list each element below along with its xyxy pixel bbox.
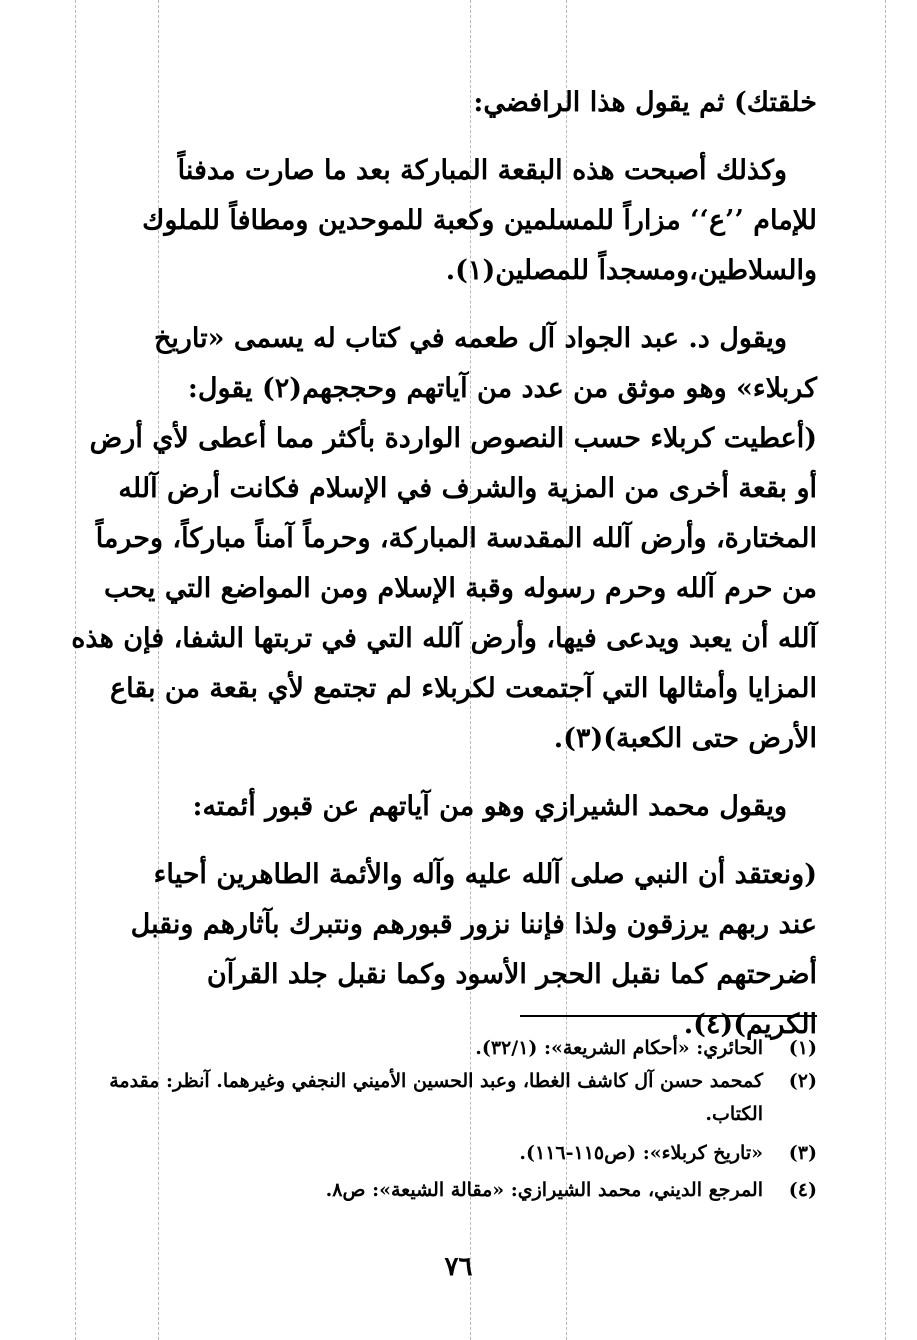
text-line: الأرض حتى الكعبة)(٣). <box>553 723 817 754</box>
paragraph-5 <box>76 850 817 1050</box>
footnote-number: (٤) <box>788 1179 817 1201</box>
text-line: عند ربهم يرزقون ولذا فإننا نزور قبورهم ونتبرك بآثارهم ونقبل <box>130 909 817 940</box>
text-line: (ونعتقد أن النبي صلى آلله عليه وآله والأئمة الطاهرين أحياء <box>153 859 817 890</box>
footnote-4 <box>60 1174 817 1207</box>
text-line: وكذلك أصبحت هذه البقعة المباركة بعد ما صارت مدفناً <box>177 155 787 186</box>
text-line: خلقتك) ثم يقول هذا الرافضي: <box>473 87 817 118</box>
footnote-text: الحائري: «أحكام الشريعة»: (٣٢/١). <box>475 1037 763 1059</box>
footnote-number: (٢) <box>788 1070 817 1092</box>
text-line: المزايا وأمثالها التي آجتمعت لكربلاء لم تجتمع لأي بقعة من بقاع <box>110 673 817 704</box>
footnote-text: المرجع الديني، محمد الشيرازي: «مقالة الشيعة»: ص٨. <box>325 1179 763 1201</box>
text-line: كربلاء» وهو موثق من عدد من آياتهم وحججهم(٢) يقول: <box>187 373 817 404</box>
footnote-1 <box>60 1032 817 1065</box>
paragraph-3 <box>71 314 817 764</box>
footnote-number: (١) <box>788 1037 817 1059</box>
guide-line-right <box>885 0 886 1340</box>
footnotes <box>60 1032 817 1207</box>
text-line: للإمام ’’ع‘‘ مزاراً للمسلمين وكعبة للموحدين ومطافاً للملوك <box>142 205 817 236</box>
text-line: ويقول د. عبد الجواد آل طعمه في كتاب له يسمى «تاريخ <box>153 323 787 354</box>
text-line: آلله أن يعبد ويدعى فيها، وأرض آلله التي في تربتها الشفا، فإن هذه <box>71 623 817 654</box>
text-line: ويقول محمد الشيرازي وهو من آياتهم عن قبور أئمته: <box>192 791 787 822</box>
footnote-number: (٣) <box>788 1142 817 1164</box>
text-line: الكريم)(٤). <box>683 1009 817 1040</box>
text-line: من حرم آلله وحرم رسوله وقبة الإسلام ومن المواضع التي يحب <box>103 573 817 604</box>
page-number: ٧٦ <box>444 1252 473 1282</box>
text-line: أو بقعة أخرى من المزية والشرف في الإسلام فكانت أرض آلله <box>118 473 817 504</box>
paragraph-2 <box>76 146 817 296</box>
text-line: أضرحتهم كما نقبل الحجر الأسود وكما نقبل جلد القرآن <box>206 959 817 990</box>
text-line: والسلاطين،ومسجداً للمصلين(١). <box>445 255 817 286</box>
footnote-separator <box>520 1015 817 1017</box>
footnote-2 <box>60 1065 817 1131</box>
text-line: (أعطيت كربلاء حسب النصوص الواردة بأكثر مما أعطى لأي أرض <box>89 423 817 454</box>
footnote-text: «تاريخ كربلاء»: (ص١١٥-١١٦). <box>519 1142 763 1164</box>
main-text <box>71 78 817 1068</box>
footnote-3 <box>60 1137 817 1170</box>
footnote-text: كمحمد حسن آل كاشف الغطا، وعبد الحسين الأميني النجفي وغيرهما. آنظر: مقدمة الكتاب. <box>109 1070 763 1125</box>
paragraph-4 <box>76 782 817 832</box>
text-line: المختارة، وأرض آلله المقدسة المباركة، وحرماً آمناً مباركاً، وحرماً <box>95 523 817 554</box>
paragraph-1 <box>76 78 817 128</box>
